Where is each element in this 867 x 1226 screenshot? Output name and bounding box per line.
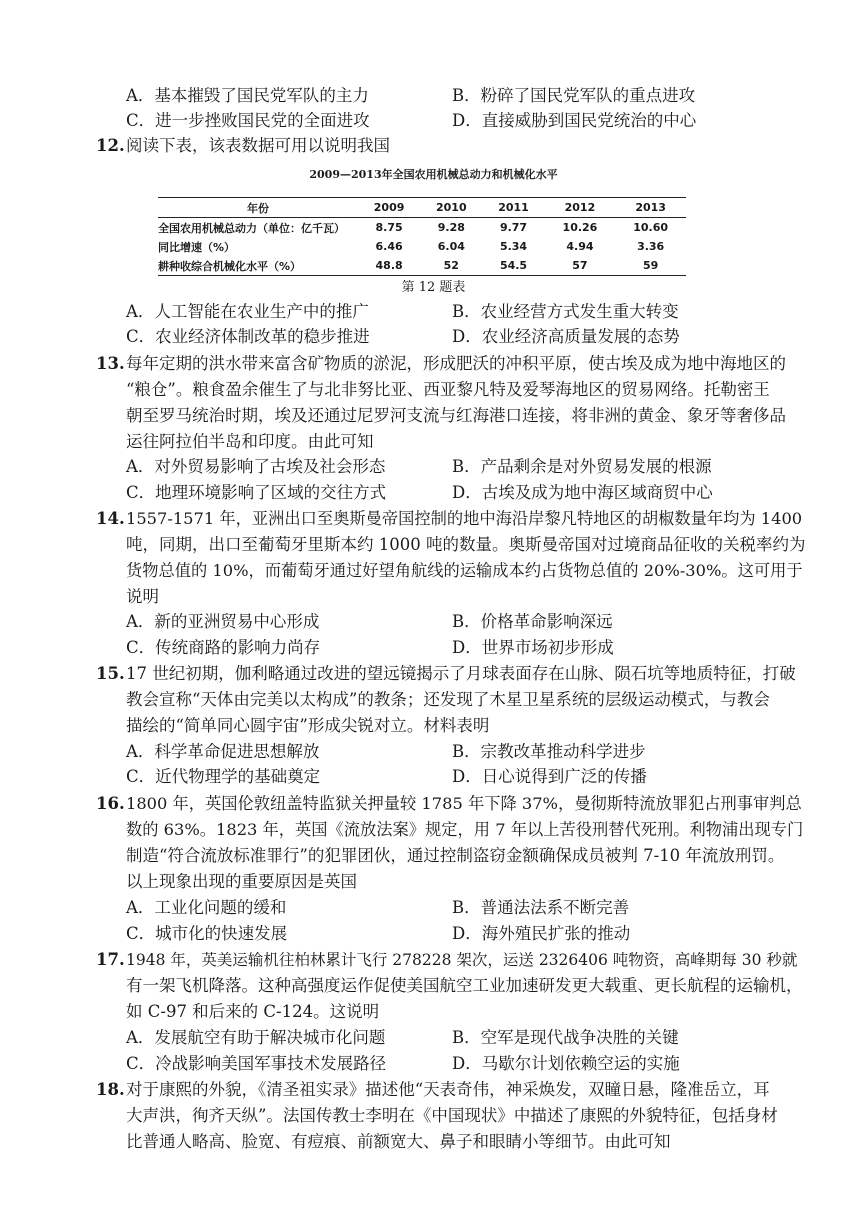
q18-number: 18. [96, 1080, 125, 1099]
q13-option-d: D．古埃及成为地中海区域商贸中心 [452, 483, 713, 502]
table-header-cell: 2009 [373, 201, 405, 214]
q16-stem-line [0, 842, 867, 870]
table-cell: 8.75 [375, 221, 403, 234]
q16-option-d: D．海外殖民扩张的推动 [452, 924, 631, 943]
q18-stem-line [0, 1076, 867, 1104]
q15-stem-text: 教会宣称“天体由完美以太构成”的教条；还发现了木星卫星系统的层级运动模式，与教会 [126, 690, 770, 709]
q14-stem-text: 说明 [126, 587, 159, 606]
q17-option-b: B．空军是现代战争决胜的关键 [452, 1028, 679, 1047]
q15-stem-text: 描绘的“简单同心圆宇宙”形成尖锐对立。材料表明 [126, 716, 490, 735]
q17-number: 17. [96, 950, 125, 969]
q11-option-a: A．基本摧毁了国民党军队的主力 [126, 86, 369, 105]
table-cell: 52 [443, 259, 459, 272]
q12-option-row-1 [0, 298, 867, 326]
q14-stem-line [0, 505, 867, 533]
q11-option-b: B．粉碎了国民党军队的重点进攻 [452, 86, 696, 105]
table-cell: 6.46 [375, 240, 403, 253]
q16-stem-text: 以上现象出现的重要原因是英国 [126, 872, 357, 891]
q14-option-row-1 [0, 608, 867, 636]
q14-option-c: C．传统商路的影响力尚存 [126, 638, 321, 657]
q14-option-b: B．价格革命影响深远 [452, 612, 613, 631]
q16-stem-text: 数的 63%。1823 年，英国《流放法案》规定，用 7 年以上苦役刑替代死刑。利物浦出现专门 [126, 820, 804, 839]
q17-stem-line [0, 998, 867, 1026]
q16-option-a: A．工业化问题的缓和 [126, 898, 287, 917]
q17-stem-text: 有一架飞机降落。这种高强度运作促使美国航空工业加速研发更大载重、更长航程的运输机， [126, 976, 803, 995]
q13-stem-line [0, 428, 867, 456]
q13-option-b: B．产品剩余是对外贸易发展的根源 [452, 457, 712, 476]
q16-option-row-1 [0, 894, 867, 922]
q16-stem-line [0, 868, 867, 896]
table-cell: 57 [572, 259, 588, 272]
q15-option-row-1 [0, 738, 867, 766]
q15-option-a: A．科学革命促进思想解放 [126, 742, 320, 761]
table-header-cell: 2013 [635, 201, 666, 214]
q13-stem-line [0, 402, 867, 430]
q13-option-row-1 [0, 453, 867, 481]
q16-stem-text: 1800 年，英国伦敦纽盖特监狱关押量较 1785 年下降 37%，曼彻斯特流放罪犯占刑事审判总 [126, 794, 802, 813]
q15-option-row-2 [0, 763, 867, 791]
table-row [158, 237, 686, 256]
q12-option-d: D．农业经济高质量发展的态势 [452, 327, 680, 346]
q13-stem-line [0, 376, 867, 404]
q13-stem-text: 每年定期的洪水带来富含矿物质的淤泥，形成肥沃的冲积平原，使古埃及成为地中海地区的 [126, 354, 786, 373]
q16-number: 16. [96, 794, 125, 813]
q17-option-row-2 [0, 1050, 867, 1078]
q14-stem-text: 吨，同期，出口至葡萄牙里斯本约 1000 吨的数量。奥斯曼帝国对过境商品征收的关税率约为 [126, 535, 806, 554]
q15-stem-line [0, 686, 867, 714]
q18-stem-line [0, 1102, 867, 1130]
table-row-label: 耕种收综合机械化水平（%） [158, 259, 302, 273]
table-cell: 9.77 [499, 221, 528, 234]
q11-option-row-2 [0, 107, 867, 135]
q14-option-d: D．世界市场初步形成 [452, 638, 614, 657]
q13-option-c: C．地理环境影响了区域的交往方式 [126, 483, 387, 502]
q17-option-c: C．冷战影响美国军事技术发展路径 [126, 1054, 387, 1073]
q18-stem-text: 大声洪，徇齐天纵”。法国传教士李明在《中国现状》中描述了康熙的外貌特征，包括身材 [126, 1106, 778, 1125]
q11-option-row-1 [0, 82, 867, 110]
table-row-label: 全国农用机械总动力（单位：亿千瓦） [158, 221, 345, 235]
q11-option-d: D．直接威胁到国民党统治的中心 [452, 111, 697, 130]
q15-number: 15. [96, 664, 125, 683]
q16-option-row-2 [0, 920, 867, 948]
q12-option-row-2 [0, 323, 867, 351]
q16-stem-line [0, 816, 867, 844]
q17-option-row-1 [0, 1024, 867, 1052]
q13-stem-line [0, 350, 867, 378]
q17-option-a: A．发展航空有助于解决城市化问题 [126, 1028, 386, 1047]
q16-option-b: B．普通法法系不断完善 [452, 898, 630, 917]
q17-stem-line [0, 972, 867, 1000]
q17-stem-text: 如 C-97 和后来的 C-124。这说明 [126, 1002, 380, 1021]
q18-stem-text: 比普通人略高、脸宽、有痘痕、前额宽大、鼻子和眼睛小等细节。由此可知 [126, 1132, 671, 1151]
q18-stem-line [0, 1128, 867, 1156]
q15-stem-line [0, 712, 867, 740]
q14-stem-line [0, 583, 867, 611]
q12-stem-text: 阅读下表，该表数据可用以说明我国 [126, 136, 390, 155]
q12-stem [0, 132, 867, 160]
table-cell: 6.04 [437, 240, 465, 253]
table-cell: 5.34 [499, 240, 528, 253]
table-header-cell: 年份 [247, 201, 269, 215]
q14-stem-line [0, 531, 867, 559]
q15-stem-text: 17 世纪初期，伽利略通过改进的望远镜揭示了月球表面存在山脉、陨石坑等地质特征，打破 [126, 664, 796, 683]
q12-table-title: 2009—2013年全国农用机械总动力和机械化水平 [309, 168, 558, 181]
q14-stem-text: 货物总值的 10%，而葡萄牙通过好望角航线的运输成本约占货物总值的 20%-30%。这可用于 [126, 561, 803, 580]
table-cell: 9.28 [437, 221, 465, 234]
q18-stem-text: 对于康熙的外貌，《清圣祖实录》描述他“天表奇伟，神采焕发，双瞳日悬，隆准岳立，耳 [126, 1080, 770, 1099]
q16-option-c: C．城市化的快速发展 [126, 924, 288, 943]
table-header-cell: 2011 [498, 201, 529, 214]
q12-option-c: C．农业经济体制改革的稳步推进 [126, 327, 370, 346]
table-cell: 10.60 [633, 221, 669, 234]
table-cell: 59 [642, 259, 659, 272]
table-cell: 54.5 [499, 259, 528, 272]
q13-number: 13. [96, 354, 125, 373]
q15-option-d: D．日心说得到广泛的传播 [452, 767, 647, 786]
q13-stem-text: “粮仓”。粮食盈余催生了与北非努比亚、西亚黎凡特及爱琴海地区的贸易网络。托勒密王 [126, 380, 770, 399]
q17-stem-line [0, 946, 867, 974]
q13-stem-text: 运往阿拉伯半岛和印度。由此可知 [126, 432, 374, 451]
q14-stem-line [0, 557, 867, 585]
table-header-row [158, 198, 686, 218]
q17-stem-text: 1948 年，英美运输机往柏林累计飞行 278228 架次，运送 2326406 吨物资，高峰期每 30 秒就 [126, 951, 798, 969]
q12-table-caption: 第 12 题表 [401, 280, 466, 295]
q17-option-d: D．马歇尔计划依赖空运的实施 [452, 1054, 680, 1073]
table-cell: 10.26 [562, 221, 598, 234]
q14-stem-text: 1557-1571 年，亚洲出口至奥斯曼帝国控制的地中海沿岸黎凡特地区的胡椒数量年均为 1400 [126, 509, 803, 528]
table-row [158, 256, 686, 276]
q14-option-a: A．新的亚洲贸易中心形成 [126, 612, 320, 631]
q13-stem-text: 朝至罗马统治时期，埃及还通过尼罗河支流与红海港口连接，将非洲的黄金、象牙等奢侈品 [126, 406, 786, 425]
table-row-label: 同比增速（%） [158, 240, 236, 254]
q16-stem-text: 制造“符合流放标准罪行”的犯罪团伙，通过控制盗窃金额确保成员被判 7-10 年流放刑罚。 [126, 846, 785, 865]
q12-option-a: A．人工智能在农业生产中的推广 [126, 302, 369, 321]
q15-option-c: C．近代物理学的基础奠定 [126, 767, 321, 786]
table-header-cell: 2010 [435, 201, 467, 214]
q16-stem-line [0, 790, 867, 818]
q14-number: 14. [96, 509, 125, 528]
q13-option-row-2 [0, 479, 867, 507]
q11-option-c: C．进一步挫败国民党的全面进攻 [126, 111, 370, 130]
q12-number: 12. [96, 136, 125, 155]
table-cell: 3.36 [637, 240, 665, 253]
table-cell: 48.8 [375, 259, 403, 272]
q13-option-a: A．对外贸易影响了古埃及社会形态 [126, 457, 386, 476]
table-header-cell: 2012 [564, 201, 596, 214]
q15-option-b: B．宗教改革推动科学进步 [452, 742, 646, 761]
table-row [158, 218, 686, 238]
q12-data-table [158, 197, 686, 276]
q14-option-row-2 [0, 634, 867, 662]
q12-option-b: B．农业经营方式发生重大转变 [452, 302, 679, 321]
q15-stem-line [0, 660, 867, 688]
table-cell: 4.94 [566, 240, 594, 253]
